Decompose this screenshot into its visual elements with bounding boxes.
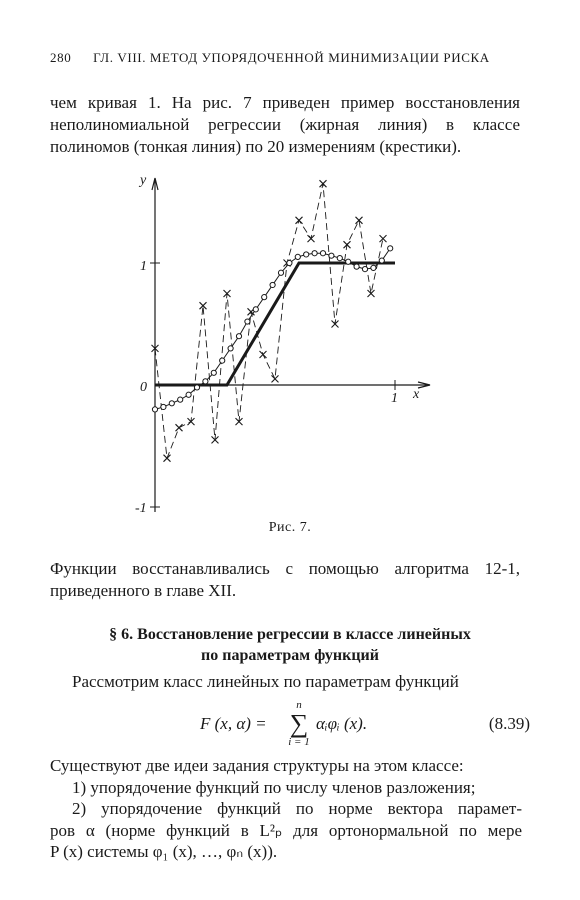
polynomial-point bbox=[295, 254, 300, 259]
formula-8-39 bbox=[200, 700, 530, 750]
polynomial-point bbox=[329, 253, 334, 258]
measurement-crosses bbox=[152, 180, 387, 462]
figure-caption: Рис. 7. bbox=[268, 520, 312, 535]
polynomial-point bbox=[320, 251, 325, 256]
polynomial-point bbox=[354, 264, 359, 269]
measurement-cross bbox=[176, 424, 183, 431]
measurement-cross bbox=[380, 235, 387, 242]
y-tick-label-0: 0 bbox=[140, 380, 147, 395]
paragraph-4-line-2: 1) упорядочение функций по числу членов разложения; bbox=[72, 777, 476, 797]
polynomial-point bbox=[287, 260, 292, 265]
page-number: 280 bbox=[50, 50, 72, 65]
equation-number: (8.39) bbox=[488, 714, 530, 733]
polynomial-point bbox=[152, 407, 157, 412]
polynomial-point bbox=[371, 265, 376, 270]
polynomial-point bbox=[379, 258, 384, 263]
polynomial-point bbox=[161, 404, 166, 409]
paragraph-4-line-4: ров α (норме функций в L²ₚ для ортонормальной по мере bbox=[50, 820, 522, 840]
polynomial-point bbox=[262, 295, 267, 300]
paragraph-4-line-3: 2) упорядочение функций по норме вектора парамет- bbox=[72, 799, 522, 818]
polynomial-point bbox=[312, 251, 317, 256]
polynomial-point bbox=[228, 346, 233, 351]
section-title-line-2: по параметрам функций bbox=[201, 647, 379, 664]
plot-axes bbox=[150, 178, 430, 512]
polynomial-point bbox=[220, 358, 225, 363]
polynomial-point bbox=[270, 282, 275, 287]
polynomial-point bbox=[186, 392, 191, 397]
polynomial-point bbox=[346, 259, 351, 264]
polynomial-point bbox=[337, 256, 342, 261]
sum-symbol: ∑ bbox=[289, 709, 309, 738]
paragraph-3: Рассмотрим класс линейных по параметрам функций bbox=[72, 672, 459, 691]
measurement-cross bbox=[296, 217, 303, 224]
formula-rhs: αᵢφᵢ (x). bbox=[316, 714, 368, 733]
section-title-line-1: § 6. Восстановление регрессии в классе линейных bbox=[109, 626, 471, 643]
x-tick-label-1: 1 bbox=[391, 391, 398, 406]
sum-upper-limit: n bbox=[296, 699, 302, 711]
y-axis-label: y bbox=[140, 173, 147, 188]
polynomial-estimate bbox=[152, 246, 392, 412]
paragraph-4 bbox=[50, 755, 522, 863]
summation bbox=[288, 700, 310, 748]
polynomial-point bbox=[245, 319, 250, 324]
polynomial-point bbox=[388, 246, 393, 251]
polynomial-point bbox=[304, 252, 309, 257]
polynomial-point bbox=[211, 370, 216, 375]
measurement-dashed-line bbox=[155, 184, 383, 459]
paragraph-1: чем кривая 1. На рис. 7 приведен пример восстановления неполиномиальной регрессии (жирная линия) в классе полиномов (тонкая линия) по 20 измерениям (крестики). bbox=[50, 93, 520, 156]
measurement-cross bbox=[260, 351, 267, 358]
paragraph-4-line-5: P (x) системы φ₁ (x), …, φₙ (x)). bbox=[50, 842, 278, 861]
polynomial-point bbox=[253, 307, 258, 312]
x-axis-label: x bbox=[413, 387, 420, 402]
measurement-cross bbox=[164, 455, 171, 462]
polynomial-point bbox=[236, 334, 241, 339]
section-title bbox=[50, 624, 530, 666]
paragraph-4-line-1: Существуют две идеи задания структуры на этом классе: bbox=[50, 756, 464, 775]
polynomial-point bbox=[194, 385, 199, 390]
measurement-cross bbox=[272, 375, 279, 382]
running-title: ГЛ. VIII. МЕТОД УПОРЯДОЧЕННОЙ МИНИМИЗАЦИИ РИСКА bbox=[93, 50, 490, 65]
polynomial-point bbox=[203, 379, 208, 384]
y-tick-label-minus-1: -1 bbox=[135, 501, 147, 516]
polynomial-point bbox=[178, 397, 183, 402]
measurement-cross bbox=[308, 235, 315, 242]
formula-lhs: F (x, α) = bbox=[200, 714, 267, 733]
polynomial-point bbox=[169, 401, 174, 406]
paragraph-2: Функции восстанавливались с помощью алгоритма 12-1, приведенного в главе XII. bbox=[50, 559, 520, 600]
y-tick-label-1: 1 bbox=[140, 259, 147, 274]
sum-lower-limit: i = 1 bbox=[288, 736, 310, 748]
polynomial-point bbox=[278, 270, 283, 275]
polynomial-point bbox=[362, 267, 367, 272]
